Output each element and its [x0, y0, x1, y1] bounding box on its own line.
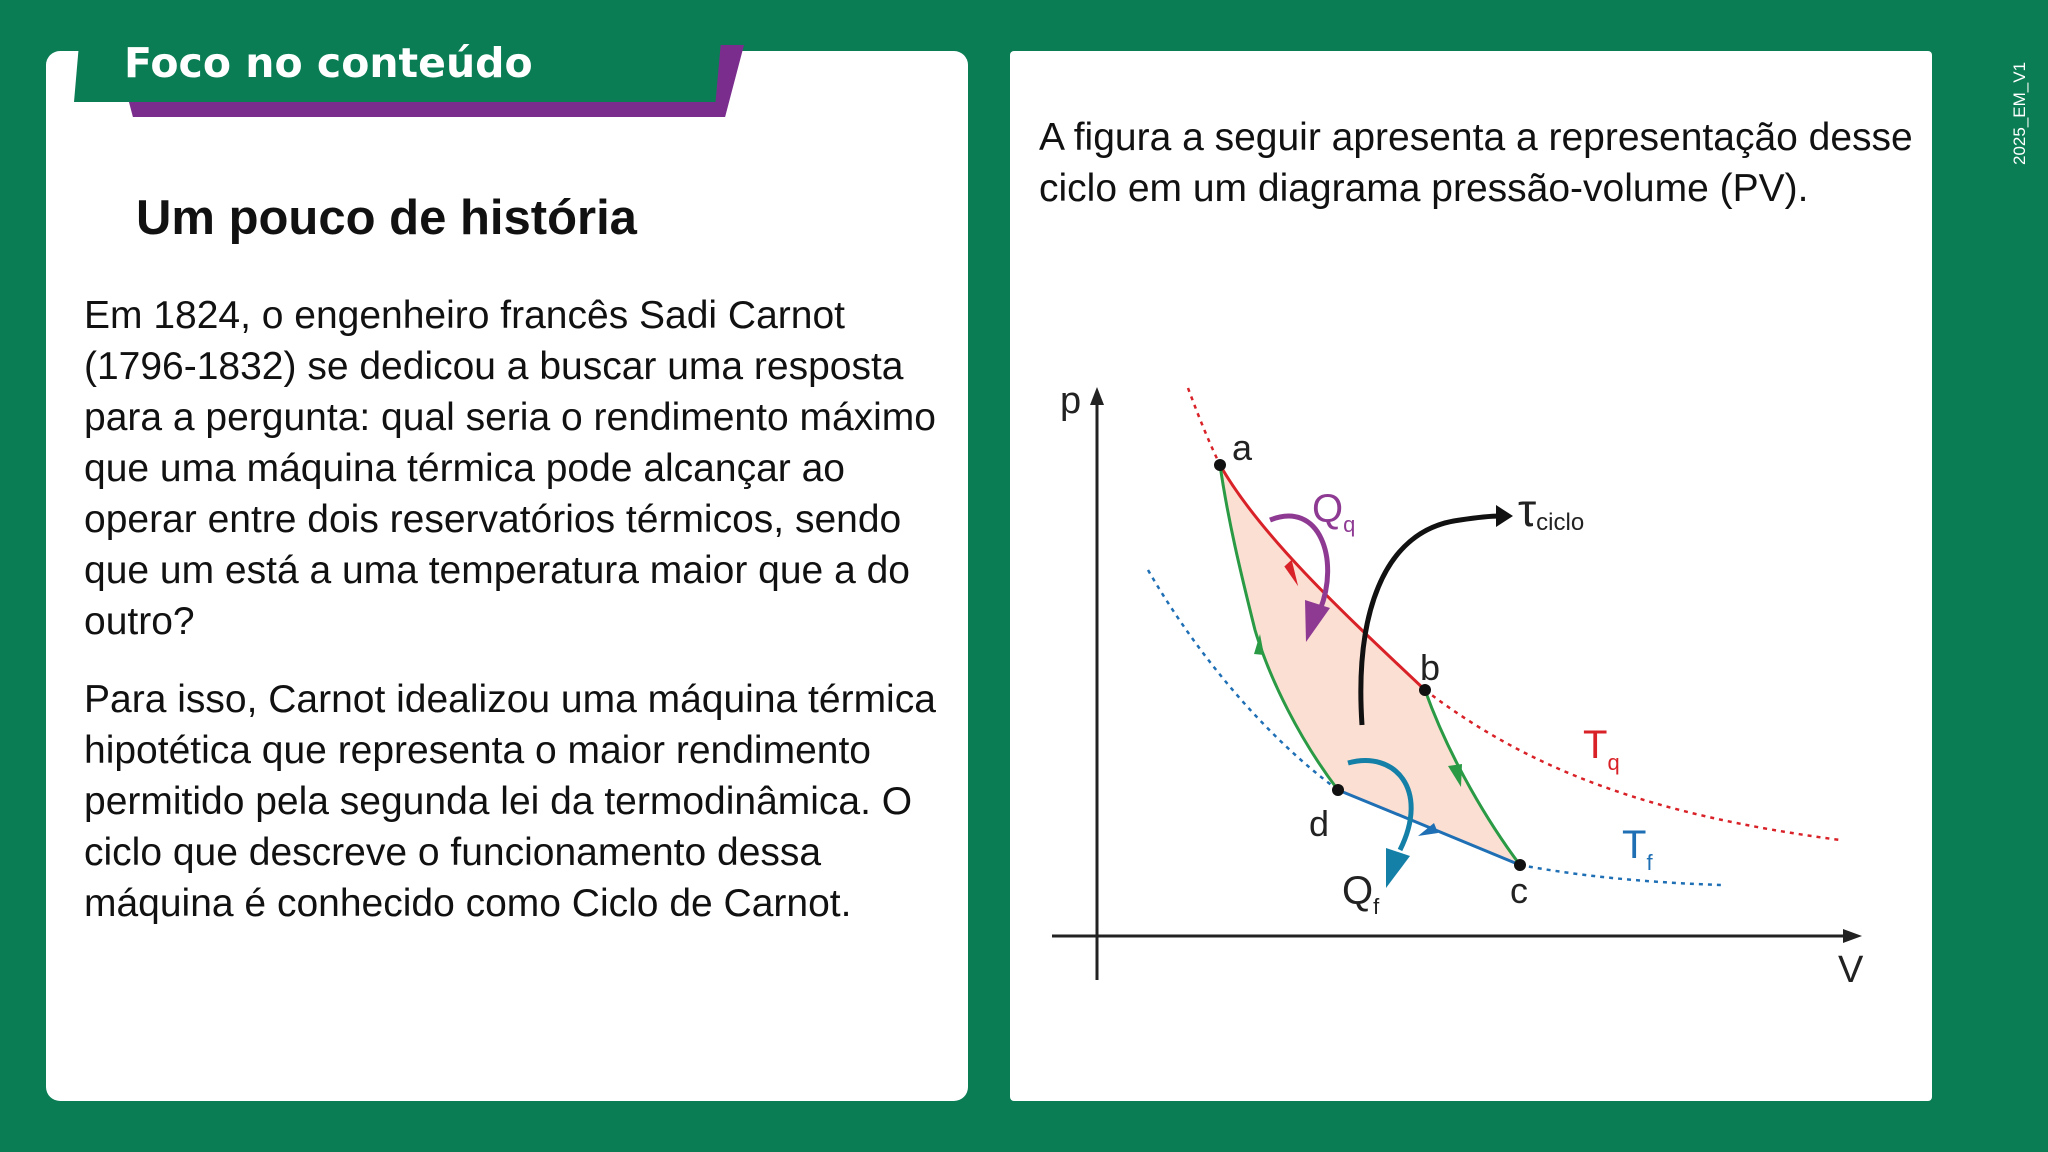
point-b-label: b [1420, 647, 1441, 688]
point-a [1214, 459, 1226, 471]
point-a-label: a [1232, 427, 1253, 468]
diagram-intro-text: A figura a seguir apresenta a representação desse ciclo em um diagrama pressão-volume (PV). [1039, 116, 1913, 210]
heat-in-label: $Q_q$ [1312, 487, 1356, 537]
work-arrowhead [1496, 505, 1513, 527]
banner-title: Foco no conteúdo [124, 39, 533, 87]
hot-isotherm-extension-upper [1188, 388, 1220, 465]
history-paragraph-2: Para isso, Carnot idealizou uma máquina térmica hipotética que representa o maior rendimento permitido pela segunda lei da termodinâmica. O ciclo que descreve o funcionamento dessa máquina é conhecido como Ciclo de Carnot. [84, 678, 936, 925]
cold-isotherm-label: $T_f$ [1622, 823, 1653, 875]
point-d [1332, 784, 1344, 796]
history-paragraph-1: Em 1824, o engenheiro francês Sadi Carnot (1796-1832) se dedicou a buscar uma resposta para a pergunta: qual seria o rendimento máximo que uma máquina térmica pode alcançar ao operar entre dois reservatórios térmicos, sendo que um está a uma temperatura maior que a do outro? [84, 294, 936, 643]
work-label: τciclo [1518, 484, 1585, 536]
point-d-label: d [1309, 803, 1330, 844]
side-code-label: 2025_EM_V1 [2010, 62, 2029, 166]
heat-out-arrowhead [1386, 848, 1410, 888]
hot-isotherm-label: $T_q$ [1583, 723, 1620, 775]
section-heading: Um pouco de história [136, 191, 637, 245]
y-axis-arrowhead [1090, 387, 1104, 405]
point-c-label: c [1510, 870, 1528, 911]
y-axis-label: p [1060, 380, 1082, 422]
cycle-area [1220, 465, 1520, 865]
heat-out-label: $Q_f$ [1342, 869, 1380, 919]
x-axis-arrowhead [1843, 929, 1862, 943]
cold-isotherm-extension-lower [1520, 865, 1722, 885]
x-axis-label: V [1838, 949, 1864, 991]
